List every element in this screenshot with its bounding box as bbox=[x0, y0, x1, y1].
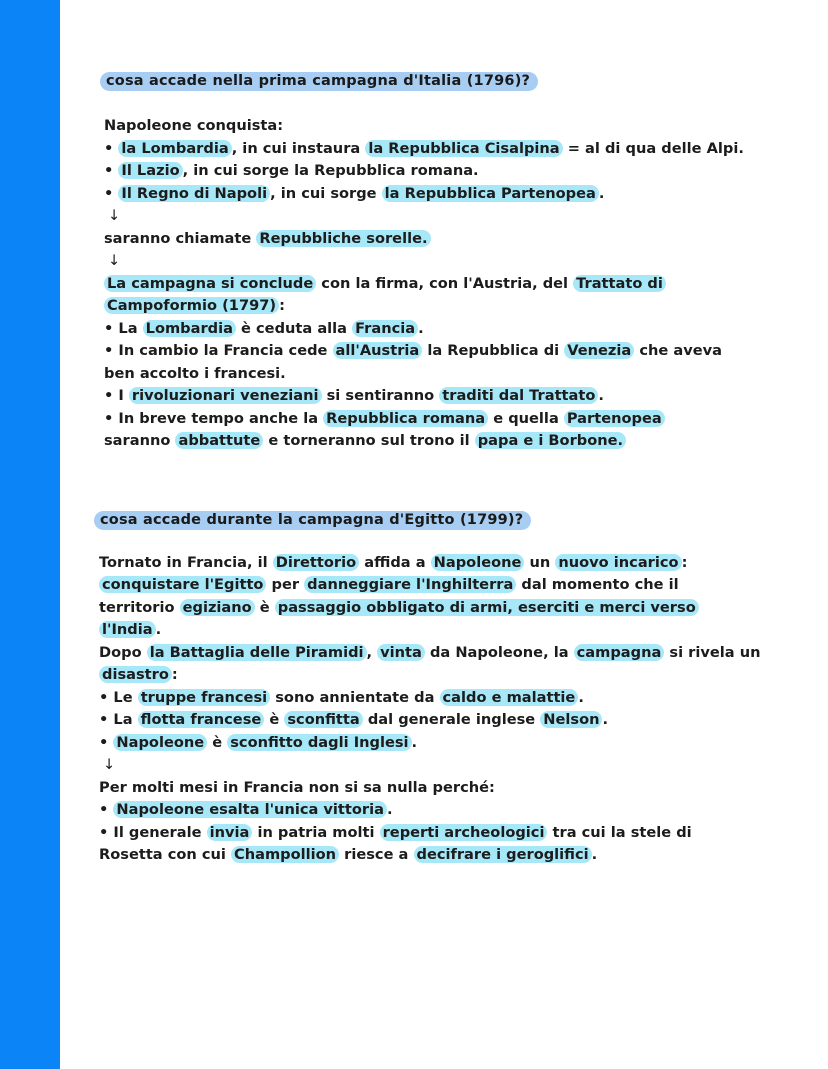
text-line bbox=[99, 822, 808, 845]
highlighted-text: danneggiare l'Inghilterra bbox=[304, 576, 516, 593]
text-segment: la Repubblica di bbox=[422, 342, 565, 359]
down-arrow-icon: ↓ bbox=[108, 207, 121, 224]
highlighted-text: sconfitta bbox=[284, 711, 362, 728]
text-line bbox=[99, 619, 808, 642]
text-segment: si rivela un bbox=[664, 643, 761, 661]
text-segment: ben accolto i francesi. bbox=[104, 364, 286, 382]
text-segment: • Le bbox=[99, 688, 138, 706]
highlighted-text: decifrare i geroglifici bbox=[414, 846, 592, 863]
text-segment: tra cui la stele di bbox=[547, 823, 692, 841]
text-segment: • bbox=[104, 162, 119, 179]
highlighted-text: disastro bbox=[99, 666, 172, 683]
text-segment: dal generale inglese bbox=[362, 711, 541, 728]
text-segment: • In cambio la Francia cede bbox=[104, 342, 333, 359]
text-segment: • I bbox=[104, 387, 129, 404]
text-line bbox=[104, 138, 808, 161]
text-segment: : bbox=[279, 297, 285, 314]
highlighted-text: invia bbox=[207, 824, 253, 841]
text-line bbox=[104, 160, 808, 183]
text-segment: . bbox=[418, 319, 424, 337]
text-segment: • bbox=[104, 139, 119, 157]
highlighted-text: la Lombardia bbox=[118, 140, 231, 157]
text-segment: • La bbox=[104, 319, 143, 337]
highlighted-text: campagna bbox=[574, 644, 665, 661]
text-segment: , in cui instaura bbox=[231, 139, 366, 157]
text-line bbox=[104, 363, 808, 386]
text-segment: saranno bbox=[104, 432, 176, 449]
highlighted-text: Napoleone esalta l'unica vittoria bbox=[113, 801, 387, 818]
text-segment: e torneranno sul trono il bbox=[263, 432, 475, 449]
highlighted-text: l'India bbox=[99, 621, 156, 638]
text-segment: un bbox=[524, 553, 556, 571]
text-segment: • La bbox=[99, 711, 138, 728]
highlighted-text: Il Lazio bbox=[118, 162, 182, 179]
highlighted-text: Francia bbox=[352, 320, 418, 337]
text-segment: = al di qua delle Alpi. bbox=[562, 139, 744, 157]
text-segment: Rosetta con cui bbox=[99, 846, 231, 863]
text-line bbox=[104, 340, 808, 363]
text-segment: Napoleone conquista: bbox=[104, 117, 284, 134]
highlighted-text: Venezia bbox=[564, 342, 634, 359]
highlighted-text: Partenopea bbox=[564, 410, 665, 427]
section-egypt-campaign bbox=[94, 509, 808, 867]
text-segment: : bbox=[171, 666, 178, 683]
text-segment: . bbox=[578, 688, 584, 706]
text-line bbox=[99, 777, 808, 800]
text-segment: è bbox=[207, 733, 228, 751]
text-segment: con la firma, con l'Austria, del bbox=[316, 274, 574, 292]
text-segment: da Napoleone, la bbox=[424, 643, 574, 661]
text-line bbox=[99, 552, 808, 575]
text-segment: che aveva bbox=[634, 342, 723, 359]
section-body bbox=[104, 115, 808, 453]
text-segment: • In breve tempo anche la bbox=[104, 409, 324, 427]
highlighted-text: sconfitto dagli Inglesi bbox=[227, 734, 411, 751]
text-segment: . bbox=[598, 387, 604, 404]
highlighted-text: vinta bbox=[377, 644, 425, 661]
highlighted-text: conquistare l'Egitto bbox=[99, 576, 266, 593]
text-line bbox=[99, 799, 808, 822]
highlighted-text: Repubblica romana bbox=[323, 410, 488, 427]
highlighted-text: Il Regno di Napoli bbox=[118, 185, 270, 202]
text-segment: • bbox=[99, 733, 114, 751]
text-segment: affida a bbox=[359, 553, 431, 571]
text-segment: • bbox=[99, 801, 114, 818]
text-segment: Dopo bbox=[99, 643, 147, 661]
highlighted-text: rivoluzionari veneziani bbox=[129, 387, 322, 404]
text-segment: . bbox=[602, 711, 609, 728]
text-segment: è bbox=[254, 598, 275, 616]
text-line bbox=[104, 430, 808, 453]
text-line bbox=[99, 709, 808, 732]
section-heading-italy: cosa accade nella prima campagna d'Italia (1796)? bbox=[100, 72, 538, 91]
highlighted-text: Napoleone bbox=[113, 734, 207, 751]
highlighted-text: egiziano bbox=[180, 599, 255, 616]
text-segment: • Il generale bbox=[99, 823, 207, 841]
text-line bbox=[99, 687, 808, 710]
text-line bbox=[104, 295, 808, 318]
text-segment: Tornato in Francia, il bbox=[99, 553, 273, 571]
text-line bbox=[99, 574, 808, 597]
text-line bbox=[104, 250, 808, 273]
highlighted-text: Champollion bbox=[231, 846, 339, 863]
highlighted-text: flotta francese bbox=[138, 711, 265, 728]
side-color-bar bbox=[0, 0, 60, 1069]
text-line bbox=[99, 642, 808, 665]
highlighted-text: Repubbliche sorelle. bbox=[256, 230, 430, 247]
highlighted-text: la Repubblica Partenopea bbox=[382, 185, 599, 202]
text-segment: . bbox=[155, 621, 162, 638]
text-segment: in patria molti bbox=[252, 823, 380, 841]
highlighted-text: Direttorio bbox=[273, 554, 359, 571]
text-segment: • bbox=[104, 184, 119, 202]
text-segment: e quella bbox=[488, 409, 564, 427]
notes-page bbox=[94, 70, 808, 867]
text-segment: dal momento che il bbox=[516, 576, 679, 593]
text-segment: , in cui sorge bbox=[270, 184, 382, 202]
text-segment: è ceduta alla bbox=[235, 319, 353, 337]
text-segment: sono annientate da bbox=[270, 688, 440, 706]
text-segment: . bbox=[591, 846, 598, 863]
highlighted-text: La campagna si conclude bbox=[104, 275, 316, 292]
text-line bbox=[104, 385, 808, 408]
text-line bbox=[99, 754, 808, 777]
highlighted-text: Trattato di bbox=[573, 275, 666, 292]
section-italy-campaign bbox=[94, 70, 808, 453]
text-line bbox=[104, 228, 808, 251]
highlighted-text: Napoleone bbox=[431, 554, 525, 571]
highlighted-text: Campoformio (1797) bbox=[104, 297, 279, 314]
highlighted-text: caldo e malattie bbox=[440, 689, 579, 706]
text-line bbox=[99, 844, 808, 867]
text-line bbox=[99, 732, 808, 755]
text-line bbox=[104, 183, 808, 206]
text-segment: per bbox=[266, 576, 305, 593]
highlighted-text: papa e i Borbone. bbox=[475, 432, 626, 449]
text-line bbox=[99, 597, 808, 620]
highlighted-text: traditi dal Trattato bbox=[439, 387, 598, 404]
highlighted-text: passaggio obbligato di armi, eserciti e merci verso bbox=[275, 599, 699, 616]
section-heading-egypt: cosa accade durante la campagna d'Egitto (1799)? bbox=[94, 511, 531, 530]
highlighted-text: reperti archeologici bbox=[380, 824, 548, 841]
text-segment: territorio bbox=[99, 598, 180, 616]
text-segment: . bbox=[411, 733, 418, 751]
highlighted-text: truppe francesi bbox=[138, 689, 270, 706]
down-arrow-icon: ↓ bbox=[108, 252, 121, 269]
text-segment: , bbox=[366, 643, 378, 661]
highlighted-text: Lombardia bbox=[143, 320, 236, 337]
text-line bbox=[104, 318, 808, 341]
section-body bbox=[99, 552, 808, 867]
text-line bbox=[99, 664, 808, 687]
text-segment: . bbox=[598, 184, 605, 202]
highlighted-text: la Repubblica Cisalpina bbox=[365, 140, 562, 157]
text-segment: saranno chiamate bbox=[104, 229, 257, 247]
text-segment: . bbox=[386, 801, 393, 818]
text-segment: è bbox=[264, 711, 285, 728]
down-arrow-icon: ↓ bbox=[103, 756, 116, 773]
highlighted-text: nuovo incarico bbox=[555, 554, 681, 571]
highlighted-text: all'Austria bbox=[333, 342, 423, 359]
text-segment: : bbox=[681, 553, 688, 571]
text-line bbox=[104, 205, 808, 228]
text-line bbox=[104, 408, 808, 431]
text-line bbox=[104, 115, 808, 138]
text-segment: si sentiranno bbox=[321, 387, 440, 404]
text-line bbox=[104, 273, 808, 296]
highlighted-text: abbattute bbox=[175, 432, 263, 449]
text-segment: Per molti mesi in Francia non si sa nulla perché: bbox=[99, 778, 495, 796]
highlighted-text: Nelson bbox=[540, 711, 602, 728]
highlighted-text: la Battaglia delle Piramidi bbox=[147, 644, 367, 661]
text-segment: , in cui sorge la Repubblica romana. bbox=[182, 162, 479, 179]
text-segment: riesce a bbox=[339, 846, 414, 863]
